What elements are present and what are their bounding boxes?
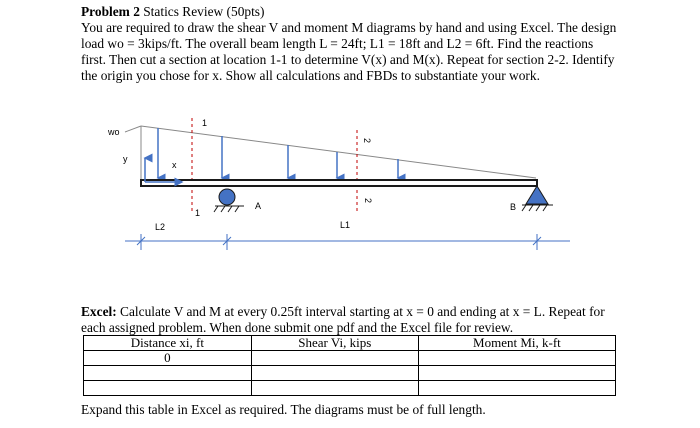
support-a-roller	[214, 189, 244, 212]
footer-note: Expand this table in Excel as required. The diagrams must be of full length.	[81, 402, 486, 417]
problem-statement	[81, 4, 621, 84]
excel-text: Calculate V and M at every 0.25ft interval starting at x = 0 and ending at x = L. Repeat for each assigned problem. When done submit one pdf and the Excel file for review.	[81, 304, 605, 335]
table-row	[84, 351, 616, 366]
table-cell	[84, 366, 252, 381]
problem-body: You are required to draw the shear V and moment M diagrams by hand and using Excel. The design load wo = 3kips/ft. The overall beam length L = 24ft; L1 = 18ft and L2 = 6ft. Find the reactions first. Then cut a section at location 1-1 to determine V(x) and M(x). Repeat for section 2-2. Identify the origin you chose for x. Show all calculations and FBDs to substantiate your work.	[81, 20, 617, 83]
table-cell	[418, 366, 615, 381]
table-header-row	[84, 336, 616, 351]
label-support-a: A	[255, 201, 262, 211]
header-shear: Shear Vi, kips	[251, 336, 418, 351]
label-y: y	[123, 154, 128, 164]
header-distance: Distance xi, ft	[84, 336, 252, 351]
excel-instructions	[81, 304, 621, 336]
problem-title-rest: Statics Review (50pts)	[139, 4, 265, 19]
label-wo: wo	[108, 127, 120, 137]
label-section-1-top: 1	[202, 118, 208, 128]
label-section-2-top: 2	[362, 138, 372, 144]
cell-distance-0: 0	[84, 351, 252, 366]
label-support-b: B	[510, 202, 517, 212]
label-section-2-bottom: 2	[363, 198, 373, 204]
excel-label: Excel:	[81, 304, 117, 319]
table-cell	[251, 366, 418, 381]
table-cell	[418, 351, 615, 366]
table-cell	[84, 381, 252, 396]
table-row	[84, 366, 616, 381]
table-cell	[251, 351, 418, 366]
table-cell	[418, 381, 615, 396]
table-cell	[251, 381, 418, 396]
label-section-1-bottom: 1	[195, 208, 201, 218]
distributed-load	[125, 126, 536, 180]
table-row	[84, 381, 616, 396]
support-b-pin	[522, 186, 553, 211]
label-l1: L1	[340, 220, 351, 230]
results-table	[83, 335, 616, 396]
beam	[141, 180, 537, 186]
problem-title-bold: Problem 2	[81, 4, 140, 19]
header-moment: Moment Mi, k-ft	[418, 336, 615, 351]
dimension-line	[125, 234, 570, 250]
label-l2: L2	[155, 222, 166, 232]
beam-diagram	[0, 100, 700, 300]
label-x: x	[172, 160, 177, 170]
